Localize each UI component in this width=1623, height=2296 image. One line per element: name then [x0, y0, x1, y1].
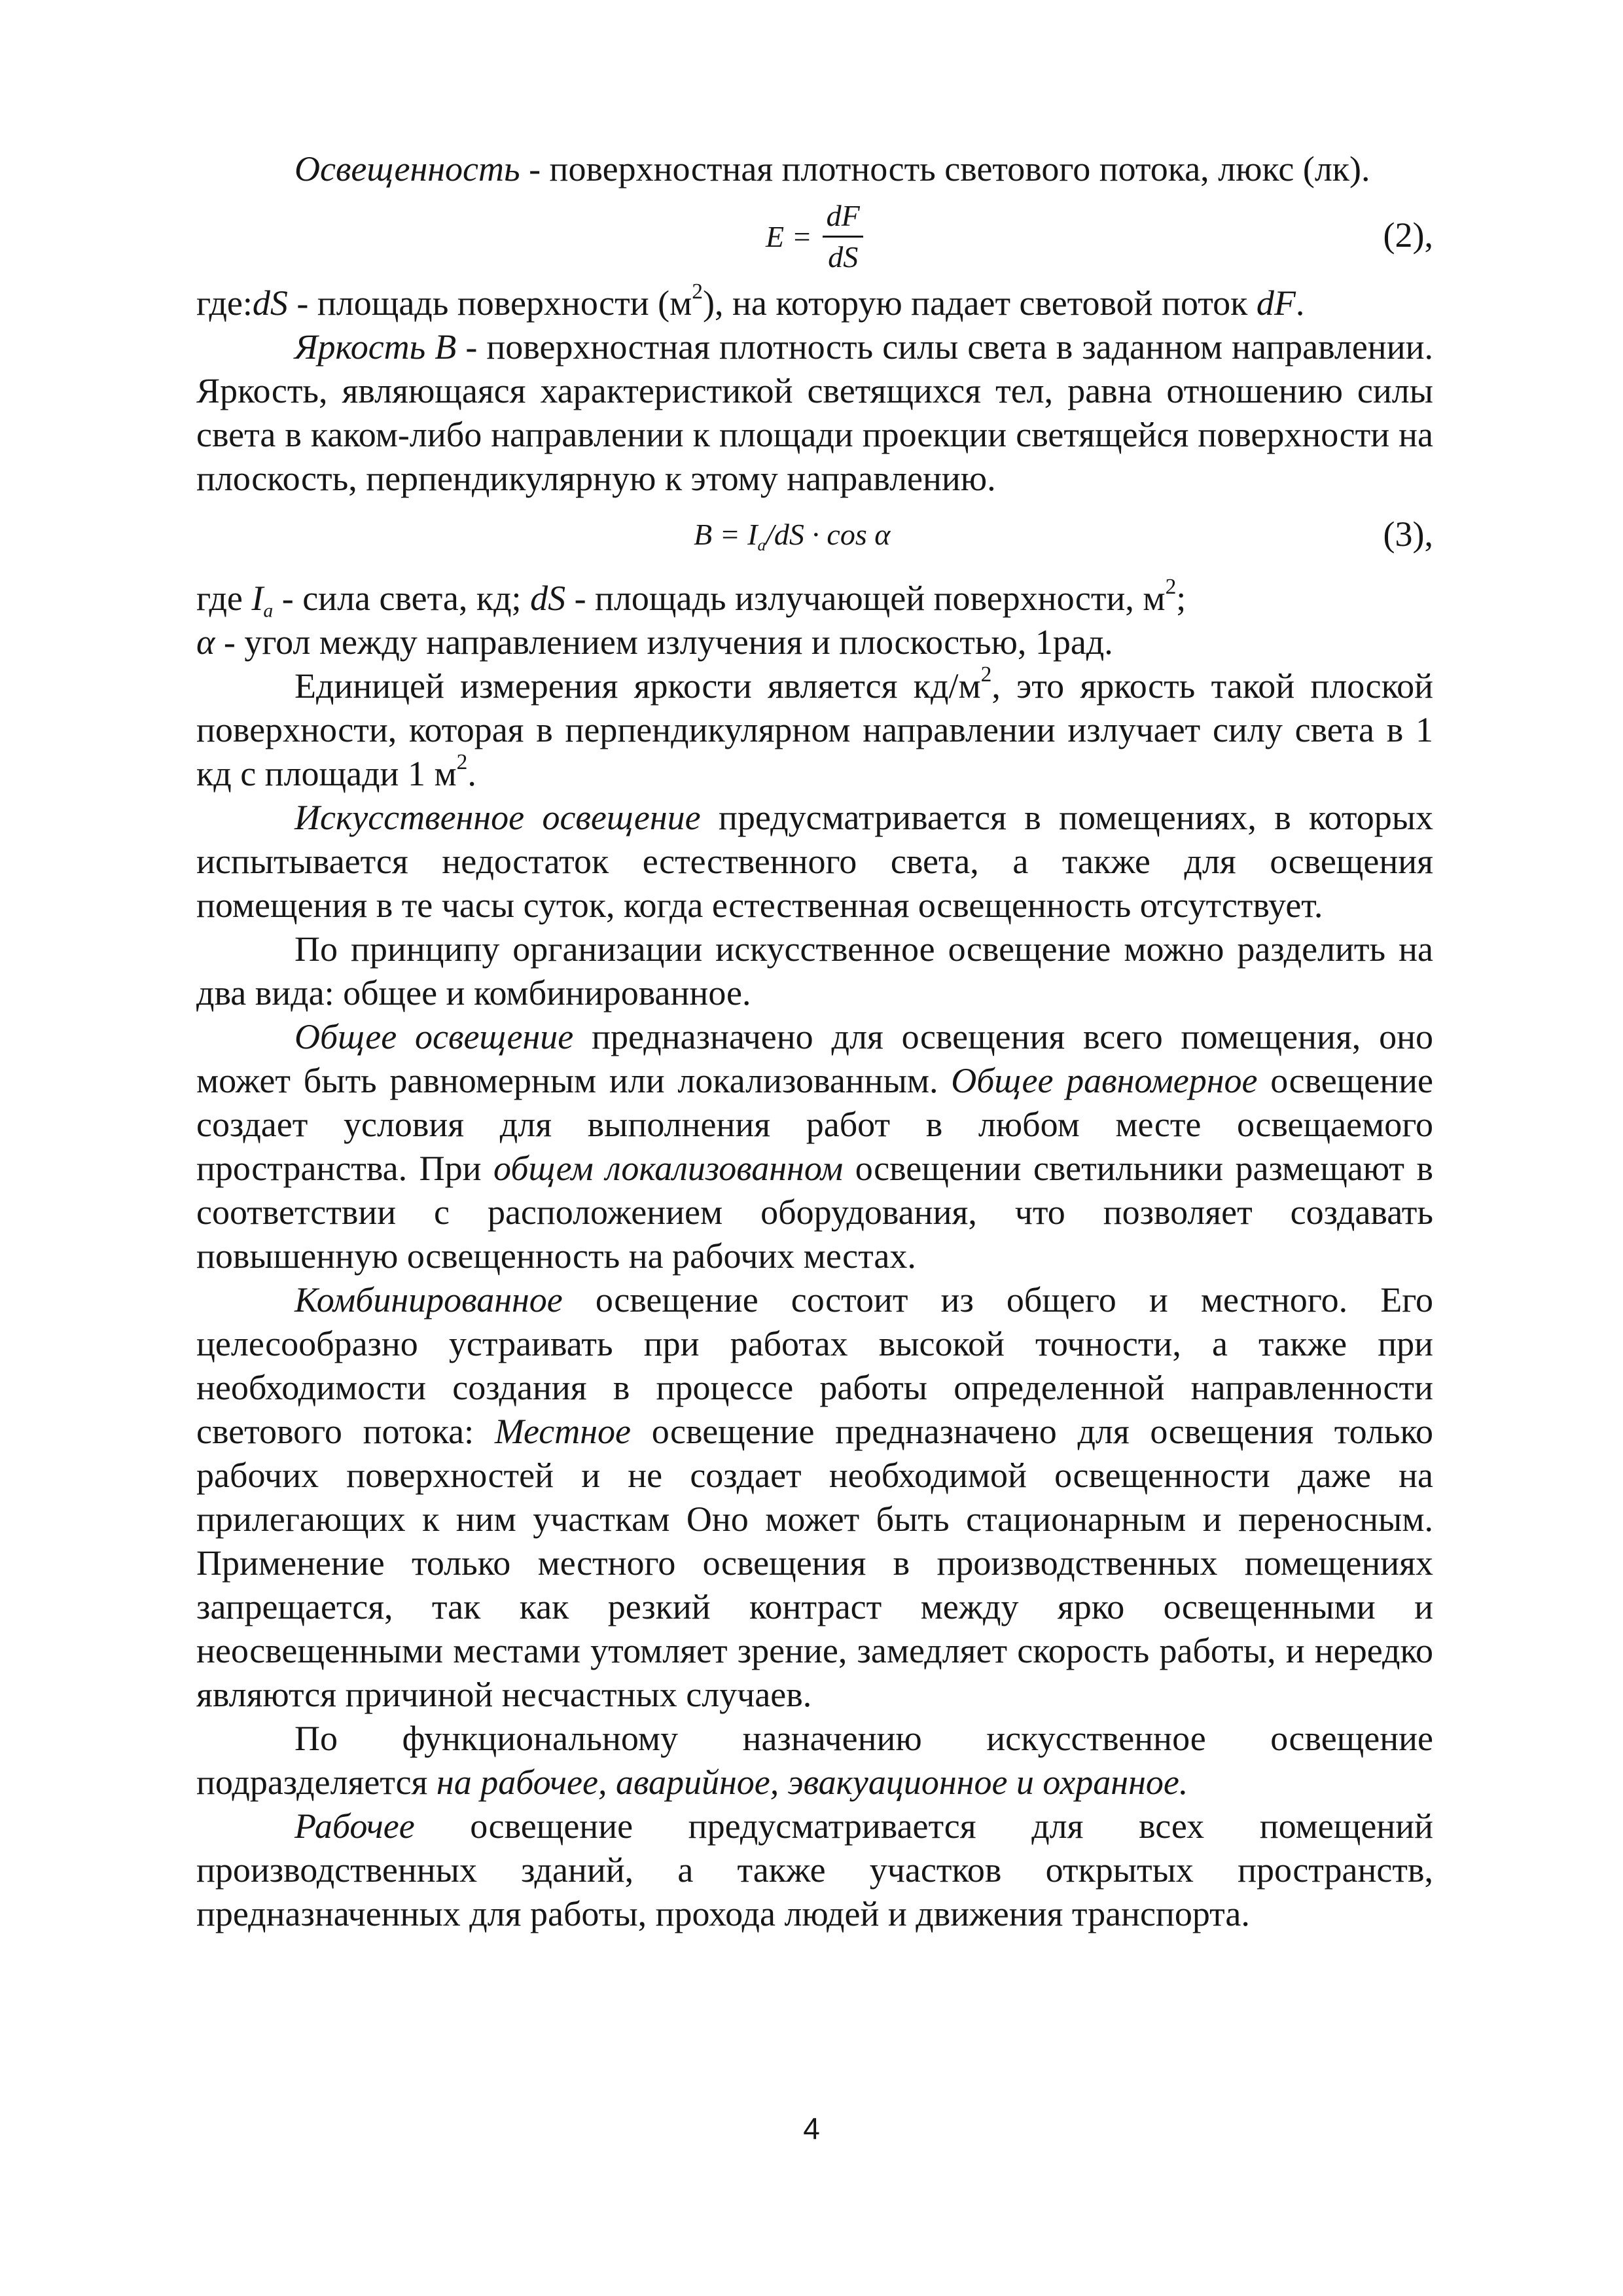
page-number: 4 [803, 2111, 820, 2145]
formula-2-number: (2), [1383, 215, 1433, 255]
formula-3-expression [694, 512, 890, 556]
text: . [1295, 283, 1305, 323]
paragraph-functional [196, 1717, 1433, 1804]
var-df: dF [1256, 283, 1296, 323]
term-general-lighting: Общее освещение [294, 1017, 574, 1056]
formula-3 [196, 501, 1433, 577]
paragraph-alpha [196, 620, 1433, 664]
var-i: I [251, 579, 264, 618]
superscript: 2 [980, 662, 992, 687]
formula-2-lhs: E = [766, 219, 812, 253]
text: По принципу организации искусственное освещение можно разделить на два вида: общее и комбинированное. [196, 929, 1433, 1013]
paragraph-organization [196, 927, 1433, 1015]
formula-3-part: /dS · cos α [766, 518, 891, 551]
subscript: a [263, 600, 274, 622]
text: освещение состоит из общего и местного. Его целесообразно устраивать при работах высокой точности, а также при необходимости создания в процессе работы определенной направленности светового потока: [196, 1280, 1433, 1451]
text: По функциональному назначению искусственное освещение подразделяется [196, 1719, 1433, 1802]
text: ), на которую падает световой поток [703, 283, 1257, 323]
text: где [196, 579, 252, 618]
text: . [467, 754, 476, 793]
text: предназначено для освещения всего помещения, оно может быть равномерным или локализованным. [196, 1017, 1433, 1100]
page-body [196, 147, 1433, 1936]
paragraph-illuminance [196, 147, 1433, 191]
term-general-localized: общем локализованном [493, 1149, 844, 1188]
text: - сила света, кд; [273, 579, 531, 618]
term-illuminance: Освещенность [294, 149, 520, 188]
term-lighting-types: на рабочее, аварийное, эвакуационное и охранное. [436, 1763, 1188, 1802]
formula-2-fraction [821, 196, 865, 277]
text: - поверхностная плотность светового потока, люкс (лк). [520, 149, 1370, 188]
formula-2-expression [766, 191, 865, 281]
var-ds: dS [252, 283, 288, 323]
text: - поверхностная плотность силы света в заданном направлении. Яркость, являющаяся характеристикой светящихся тел, равна отношению силы света в каком-либо направлении к площади проекции светящейся поверхности на плоскость, перпендикулярную к этому направлению. [196, 327, 1433, 498]
paragraph-unit [196, 664, 1433, 796]
term-combined: Комбинированное [294, 1280, 563, 1319]
formula-3-subscript: a [757, 535, 766, 554]
text: освещение создает условия для выполнения работ в любом месте освещаемого пространства. При [196, 1061, 1433, 1188]
term-general-uniform: Общее равномерное [951, 1061, 1258, 1100]
paragraph-combined-lighting [196, 1278, 1433, 1717]
text: освещение предназначено для освещения только рабочих поверхностей и не создает необходимой освещенности даже на прилегающих к ним участкам Оно может быть стационарным и переносным. Применение только местного освещения в производственных помещениях запрещается, так как резкий контраст между ярко освещенными и неосвещенными местами утомляет зрение, замедляет скорость работы, и нередко являются причиной несчастных случаев. [196, 1412, 1433, 1714]
formula-3-part: B = I [694, 518, 758, 551]
paragraph-where-ia [196, 574, 1433, 622]
text: освещении светильники размещают в соответствии с расположением оборудования, что позволяет создавать повышенную освещенность на рабочих местах. [196, 1149, 1434, 1276]
text: освещение предусматривается для всех помещений производственных зданий, а также участков открытых пространств, предназначенных для работы, прохода людей и движения транспорта. [196, 1806, 1433, 1933]
formula-2-denominator: dS [823, 236, 863, 277]
formula-2-numerator: dF [826, 198, 860, 232]
superscript: 2 [1165, 574, 1177, 599]
term-working: Рабочее [294, 1806, 415, 1846]
formula-2 [196, 191, 1433, 281]
paragraph-where-ds [196, 281, 1433, 325]
var-alpha: α [196, 622, 215, 662]
term-luminance: Яркость В [294, 327, 457, 367]
term-local: Местное [494, 1412, 632, 1451]
superscript: 2 [692, 279, 704, 304]
text: - угол между направлением излучения и плоскостью, 1рад. [215, 622, 1113, 662]
paragraph-artificial-lighting [196, 796, 1433, 927]
paragraph-general-lighting [196, 1015, 1433, 1278]
term-artificial-lighting: Искусственное освещение [294, 798, 701, 837]
var-ds: dS [530, 579, 566, 618]
text: Единицей измерения яркости является кд/м [294, 666, 981, 706]
formula-3-number: (3), [1383, 514, 1433, 554]
superscript: 2 [456, 749, 468, 774]
text: - площадь излучающей поверхности, м [565, 579, 1166, 618]
paragraph-luminance [196, 325, 1433, 501]
text: ; [1176, 579, 1186, 618]
text: - площадь поверхности (м [287, 283, 692, 323]
text: где: [196, 283, 253, 323]
text: , это яркость такой плоской поверхности, которая в перпендикулярном направлении излучает силу света в 1 кд с площади 1 м [196, 666, 1433, 793]
text: предусматривается в помещениях, в которых испытывается недостаток естественного света, а также для освещения помещения в те часы суток, когда естественная освещенность отсутствует. [196, 798, 1433, 925]
paragraph-working-lighting [196, 1804, 1433, 1936]
